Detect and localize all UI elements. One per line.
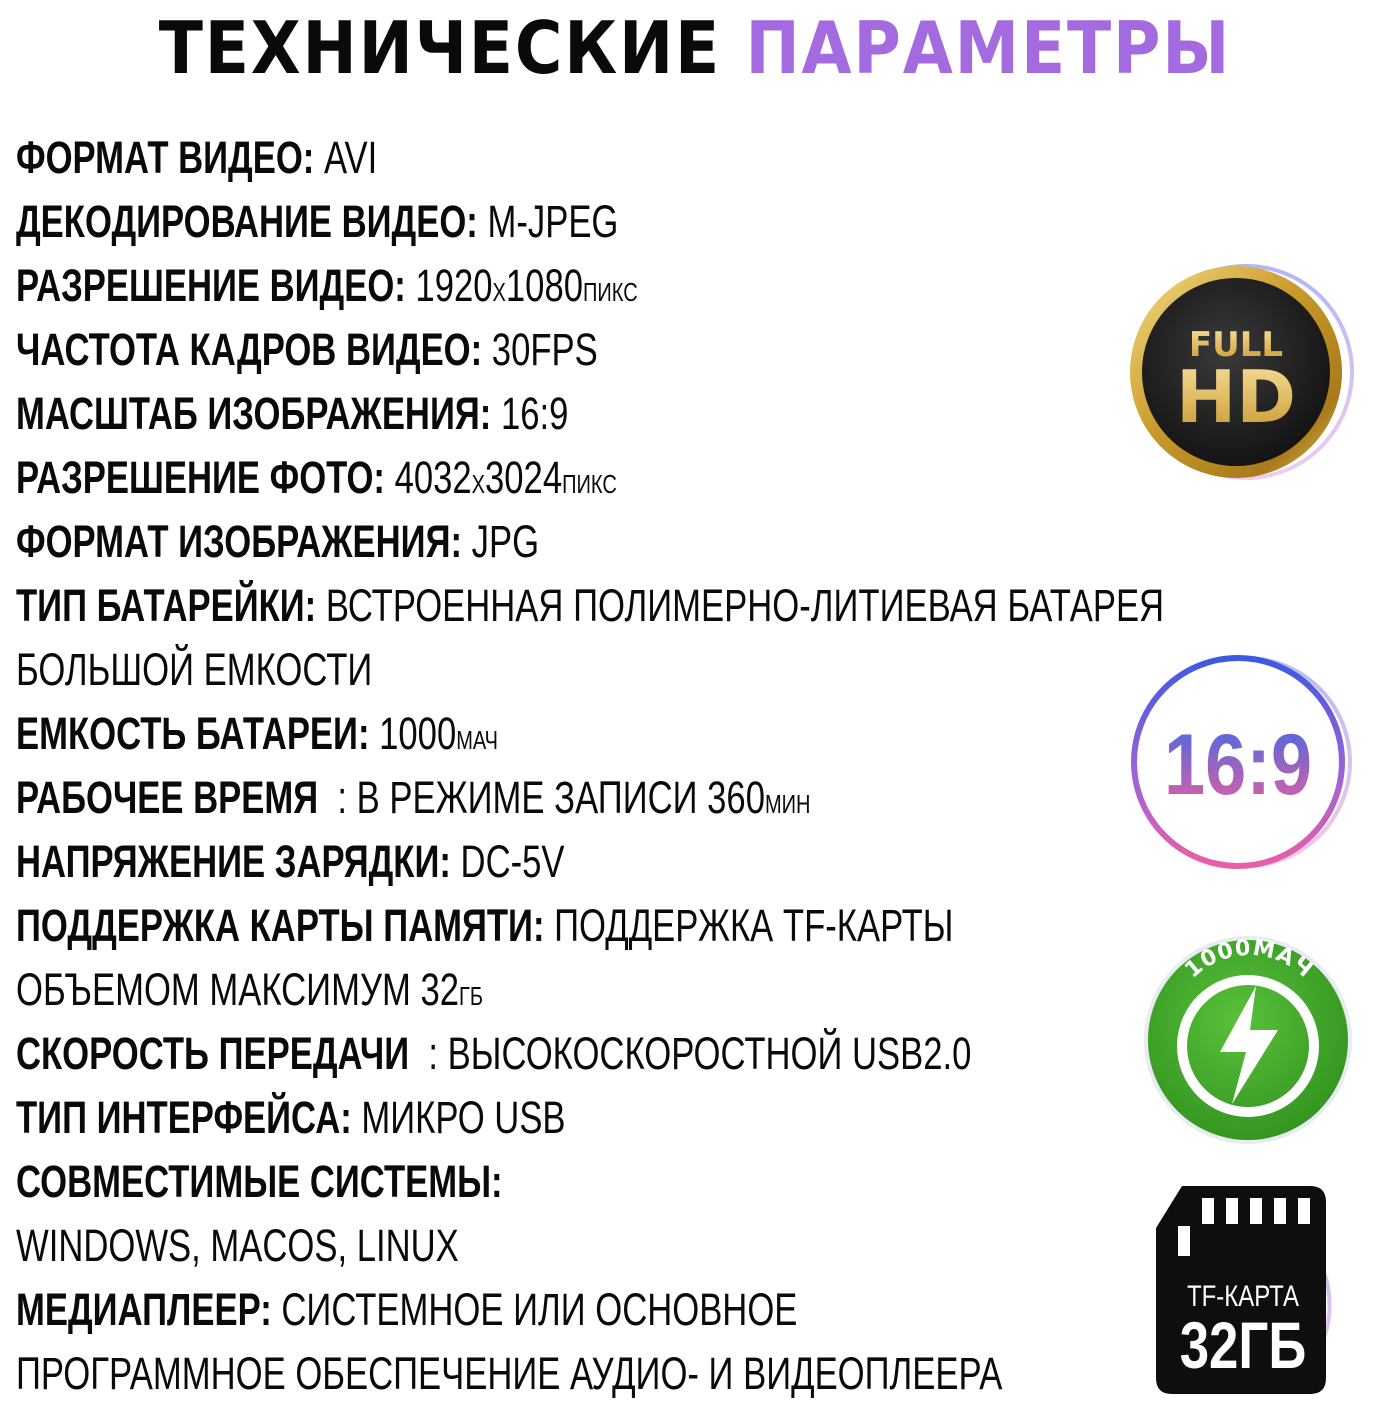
spec-unit: МИН — [764, 789, 811, 819]
spec-line — [16, 384, 568, 444]
spec-value: 16:9 — [500, 388, 569, 439]
spec-line — [16, 448, 617, 508]
spec-key: ТИП ИНТЕРФЕЙСА: — [16, 1092, 352, 1143]
spec-value: МИКРО USB — [361, 1092, 566, 1143]
spec-key: ДЕКОДИРОВАНИЕ ВИДЕО: — [16, 196, 478, 247]
spec-key: ФОРМАТ ВИДЕО: — [16, 132, 315, 183]
spec-line — [16, 768, 810, 828]
spec-line — [16, 704, 498, 764]
spec-value: M-JPEG — [487, 196, 619, 247]
spec-unit: ПИКС — [562, 469, 617, 499]
spec-key: ТИП БАТАРЕЙКИ: — [16, 580, 317, 631]
spec-key: ФОРМАТ ИЗОБРАЖЕНИЯ: — [16, 516, 463, 567]
spec-value: DC-5V — [460, 836, 565, 887]
spec-line — [16, 1344, 1002, 1404]
spec-key: ЧАСТОТА КАДРОВ ВИДЕО: — [16, 324, 483, 375]
aspect-text: 16:9 — [1163, 715, 1313, 813]
title-main: ТЕХНИЧЕСКИЕ — [158, 6, 722, 90]
spec-line — [16, 1216, 459, 1276]
spec-key: РАЗРЕШЕНИЕ ФОТО: — [16, 452, 385, 503]
spec-key: НАПРЯЖЕНИЕ ЗАРЯДКИ: — [16, 836, 451, 887]
full-hd-line2: HD — [1175, 355, 1297, 439]
full-hd-line1: FULL — [1188, 325, 1284, 365]
lightning-icon — [1136, 934, 1368, 1148]
full-hd-badge-icon — [1124, 262, 1360, 486]
spec-line — [16, 192, 618, 252]
spec-unit: ПИКС — [582, 277, 638, 307]
spec-line — [16, 832, 565, 892]
spec-key: СКОРОСТЬ ПЕРЕДАЧИ — [16, 1028, 410, 1079]
spec-value: СИСТЕМНОЕ ИЛИ ОСНОВНОЕ — [281, 1284, 798, 1335]
spec-line — [16, 960, 483, 1020]
spec-value: 1000 — [379, 708, 457, 759]
battery-arc-text: 1000МАЧ — [1180, 935, 1318, 984]
spec-value: AVI — [323, 132, 378, 183]
spec-line — [16, 1088, 566, 1148]
spec-value: JPG — [471, 516, 540, 567]
spec-line — [16, 128, 377, 188]
spec-value: WINDOWS, MACOS, LINUX — [16, 1220, 459, 1271]
card-line1: TF-КАРТА — [1186, 1278, 1300, 1313]
spec-key: МЕДИАПЛЕЕР: — [16, 1284, 272, 1335]
spec-key: ПОДДЕРЖКА КАРТЫ ПАМЯТИ: — [16, 900, 545, 951]
spec-value: ПРОГРАММНОЕ ОБЕСПЕЧЕНИЕ АУДИО- И ВИДЕОПЛЕЕРА — [16, 1348, 1003, 1399]
spec-line — [16, 640, 372, 700]
spec-key: РАЗРЕШЕНИЕ ВИДЕО: — [16, 260, 406, 311]
spec-unit: Х — [471, 469, 486, 499]
spec-key: РАБОЧЕЕ ВРЕМЯ — [16, 772, 319, 823]
spec-unit: ГБ — [458, 981, 483, 1011]
spec-line — [16, 256, 638, 316]
spec-line — [16, 896, 953, 956]
spec-value-2: 3024 — [485, 452, 563, 503]
spec-value: ПОДДЕРЖКА TF-КАРТЫ — [554, 900, 954, 951]
spec-value-2: 1080 — [505, 260, 583, 311]
aspect-ratio-icon — [1128, 652, 1364, 874]
spec-value: : ВЫСОКОСКОРОСТНОЙ USB2.0 — [428, 1028, 972, 1079]
spec-unit: Х — [492, 277, 506, 307]
spec-value: БОЛЬШОЙ ЕМКОСТИ — [16, 644, 373, 695]
spec-value: 30FPS — [491, 324, 598, 375]
spec-key: СОВМЕСТИМЫЕ СИСТЕМЫ: — [16, 1156, 503, 1207]
spec-value: 1920 — [415, 260, 493, 311]
spec-line — [16, 1280, 797, 1340]
spec-key: ЕМКОСТЬ БАТАРЕИ: — [16, 708, 370, 759]
spec-line — [16, 512, 539, 572]
spec-unit: МАЧ — [456, 725, 499, 755]
spec-value: 4032 — [394, 452, 472, 503]
sd-card-icon — [1150, 1186, 1366, 1398]
spec-line — [16, 576, 1164, 636]
spec-line — [16, 1024, 971, 1084]
spec-value: ОБЪЕМОМ МАКСИМУМ 32 — [16, 964, 459, 1015]
page-title — [70, 8, 1321, 88]
spec-line — [16, 1152, 503, 1212]
spec-value: ВСТРОЕННАЯ ПОЛИМЕРНО-ЛИТИЕВАЯ БАТАРЕЯ — [325, 580, 1165, 631]
title-accent: ПАРАМЕТРЫ — [745, 6, 1232, 90]
spec-value: : В РЕЖИМЕ ЗАПИСИ 360 — [337, 772, 765, 823]
spec-key: МАСШТАБ ИЗОБРАЖЕНИЯ: — [16, 388, 492, 439]
card-line2: 32ГБ — [1179, 1308, 1307, 1383]
spec-line — [16, 320, 598, 380]
